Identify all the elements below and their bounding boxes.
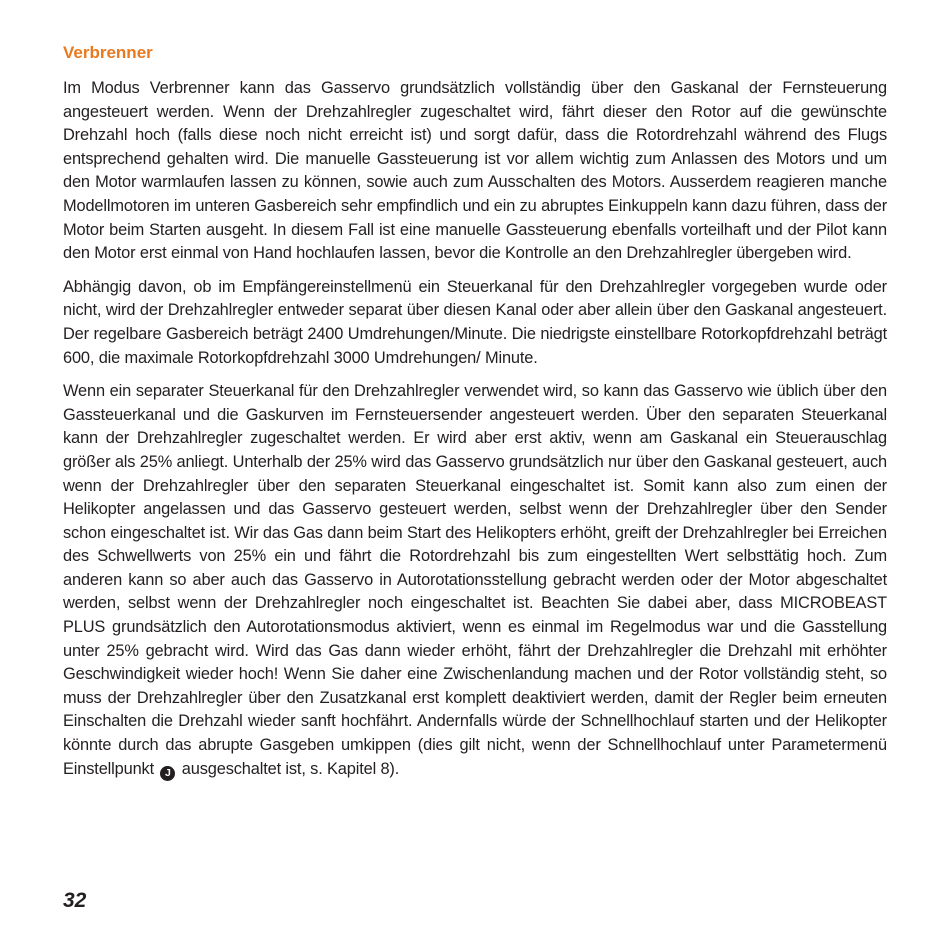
paragraph-2: Abhängig davon, ob im Empfängereinstellmenü ein Steuerkanal für den Drehzahlregler vorgegeben wurde oder nicht, wird der Drehzahlregler entweder separat über diesen Kanal oder aber allein über den Gaskanal angesteuert. Der regelbare Gasbereich beträgt 2400 Umdrehungen/Minute. Die niedrigste einstellbare Rotorkopfdrehzahl beträgt 600, die maximale Rotorkopfdrehzahl 3000 Umdrehungen/ Minute. — [63, 277, 887, 367]
paragraph-1: Im Modus Verbrenner kann das Gasservo grundsätzlich vollständig über den Gaskanal der Fernsteuerung angesteuert werden. Wenn der Drehzahlregler zugeschaltet wird, fährt dieser den Rotor auf die gewünschte Drehzahl hoch (falls diese noch nicht erreicht ist) und sorgt dafür, dass die Rotordrehzahl während des Flugs entsprechend gehalten wird. Die manuelle Gassteuerung ist vor allem wichtig zum Anlassen des Motors und um den Motor warmlaufen lassen zu können, sowie auch zum Ausschalten des Motors. Ausserdem reagieren manche Modellmotoren im unteren Gasbereich sehr empfindlich und ein zu abruptes Einkuppeln kann dazu führen, dass der Motor beim Starten ausgeht. In diesem Fall ist eine manuelle Gassteuerung ebenfalls vorteilhaft und der Pilot kann den Motor erst einmal von Hand hochlaufen lassen, bevor die Kontrolle an den Drehzahlregler übergeben wird. — [63, 79, 887, 263]
paragraph-3-text: Wenn ein separater Steuerkanal für den Drehzahlregler verwendet wird, so kann das Gasservo wie üblich über den Gassteuerkanal und die Gaskurven im Fernsteuersender angesteuert werden. Über den separaten Steuerkanal kann der Drehzahlregler zugeschaltet werden. Er wird aber erst aktiv, wenn am Gaskanal ein Steuerauschlag größer als 25% anliegt. Unterhalb der 25% wird das Gasservo grundsätzlich nur über den Gaskanal gesteuert, auch wenn der Drehzahlregler über den separaten Steuerkanal eingeschaltet ist. Somit kann also zum einen der Helikopter angelassen und das Gasservo gesteuert werden, selbst wenn der Drehzahlregler über den Sender schon eingeschaltet ist. Wir das Gas dann beim Start des Helikopters erhöht, greift der Drehzahlregler bei Erreichen des Schwellwerts von 25% ein und fährt die Rotordrehzahl bis zum eingestellten Wert selbsttätig hoch. Zum anderen kann so aber auch das Gasservo in Autorotationsstellung gebracht werden oder der Motor abgeschaltet werden, selbst wenn der Drehzahlregler noch eingeschaltet ist. Beachten Sie dabei aber, dass MICROBEAST PLUS grundsätzlich den Autorotationsmodus aktiviert, wenn es einmal im Regelmodus war und die Gasstellung unter 25% gebracht wird. Wird das Gas dann wieder erhöht, fährt der Drehzahlregler die Drehzahl mit erhöhter Geschwindigkeit wieder hoch! Wenn Sie daher eine Zwischenlandung machen und der Rotor vollständig steht, so muss der Drehzahlregler über den Zusatzkanal erst komplett deaktiviert werden, damit der Regler beim erneuten Einschalten die Drehzahl wieder sanft hochfährt. Andernfalls würde der Schnellhochlauf starten und der Helikopter könnte durch das abrupte Gasgeben umkippen (dies gilt nicht, wenn der Schnellhochlauf unter Parametermenü Einstellpunkt — [63, 382, 887, 778]
paragraph-3 — [63, 380, 887, 781]
page-number: 32 — [63, 889, 87, 912]
section-heading: Verbrenner — [63, 43, 153, 62]
page-content — [63, 42, 887, 791]
paragraph-3-tail: ausgeschaltet ist, s. Kapitel 8). — [181, 759, 400, 778]
parameter-point-badge-icon: J — [160, 766, 175, 781]
